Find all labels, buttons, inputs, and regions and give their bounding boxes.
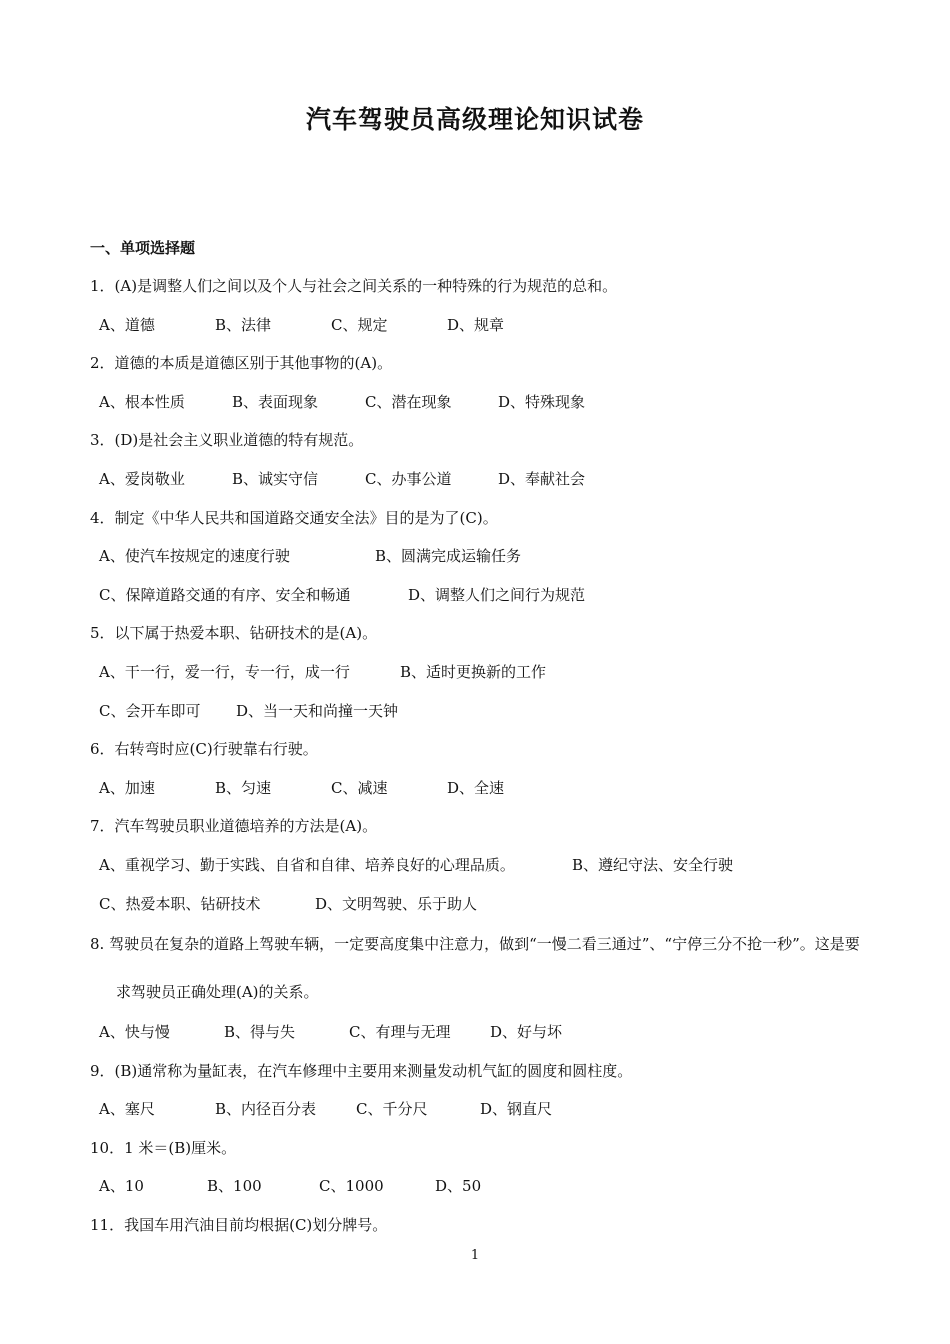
question-6: 6．右转弯时应(C)行驶靠右行驶。 [90, 740, 318, 759]
option-b: B、法律 [215, 315, 272, 334]
option-d: D、全速 [447, 778, 505, 797]
option-c: C、保障道路交通的有序、安全和畅通 [99, 585, 351, 604]
option-a: A、重视学习、勤于实践、自省和自律、培养良好的心理品质。 [99, 855, 515, 874]
options-row [90, 892, 870, 916]
option-b: B、适时更换新的工作 [400, 662, 547, 681]
options-row [90, 390, 870, 414]
options-row [90, 1097, 870, 1121]
question-3: 3．(D)是社会主义职业道德的特有规范。 [90, 431, 364, 450]
options-row [90, 1174, 870, 1198]
option-d: D、规章 [447, 315, 505, 334]
option-a: A、道德 [99, 315, 155, 334]
option-d: D、好与坏 [490, 1023, 563, 1042]
option-c: C、潜在现象 [365, 392, 452, 411]
page-title: 汽车驾驶员高级理论知识试卷 [305, 105, 644, 134]
option-b: B、圆满完成运输任务 [375, 547, 522, 566]
option-a: A、塞尺 [99, 1100, 155, 1119]
question-list [90, 236, 870, 1252]
option-a: A、干一行，爱一行，专一行，成一行 [99, 662, 350, 681]
question-5: 5．以下属于热爱本职、钻研技术的是(A)。 [90, 624, 378, 643]
options-row [90, 467, 870, 491]
option-a: A、爱岗敬业 [99, 469, 185, 488]
question-1: 1．(A)是调整人们之间以及个人与社会之间关系的一种特殊的行为规范的总和。 [90, 277, 618, 295]
option-b: B、遵纪守法、安全行驶 [572, 855, 734, 874]
options-row [90, 313, 870, 337]
option-a: A、快与慢 [99, 1023, 170, 1042]
option-b: B、内径百分表 [215, 1100, 317, 1119]
option-a: A、加速 [99, 778, 155, 797]
question-11: 11．我国车用汽油目前均根据(C)划分牌号。 [90, 1216, 388, 1235]
question-2: 2．道德的本质是道德区别于其他事物的(A)。 [90, 354, 393, 373]
option-c: C、1000 [319, 1177, 384, 1196]
options-row [90, 660, 870, 684]
option-a: A、使汽车按规定的速度行驶 [99, 547, 290, 566]
option-d: D、文明驾驶、乐于助人 [315, 894, 478, 913]
option-b: B、表面现象 [232, 392, 319, 411]
option-b: B、得与失 [224, 1023, 296, 1042]
option-c: C、有理与无理 [349, 1023, 451, 1042]
question-7: 7．汽车驾驶员职业道德培养的方法是(A)。 [90, 817, 378, 836]
option-a: A、根本性质 [99, 392, 185, 411]
options-row [90, 699, 870, 723]
option-d: D、奉献社会 [498, 469, 586, 488]
options-row [90, 776, 870, 800]
option-d: D、钢直尺 [480, 1100, 553, 1119]
option-b: B、100 [207, 1177, 262, 1196]
option-c: C、会开车即可 [99, 701, 201, 720]
option-c: C、办事公道 [365, 469, 452, 488]
options-row [90, 853, 870, 877]
page-number: 1 [470, 1248, 480, 1263]
option-d: D、当一天和尚撞一天钟 [236, 701, 399, 720]
options-row [90, 583, 870, 607]
option-d: D、50 [435, 1177, 482, 1196]
option-c: C、千分尺 [356, 1100, 428, 1119]
option-b: B、匀速 [215, 778, 272, 797]
option-c: C、规定 [331, 315, 388, 334]
question-10: 10．1 米＝(B)厘米。 [90, 1138, 237, 1157]
option-d: D、调整人们之间行为规范 [408, 585, 586, 604]
question-8: 8. 驾驶员在复杂的道路上驾驶车辆，一定要高度集中注意力，做到“一慢二看三通过”、“宁停三分不抢一秒”。这是要求驾驶员正确处理(A)的关系。 [90, 935, 860, 1002]
question-4: 4．制定《中华人民共和国道路交通安全法》目的是为了(C)。 [90, 508, 498, 527]
options-row [90, 544, 870, 568]
question-9: 9．(B)通常称为量缸表，在汽车修理中主要用来测量发动机气缸的圆度和圆柱度。 [90, 1061, 633, 1080]
option-a: A、10 [99, 1177, 144, 1196]
section-title: 一、单项选择题 [90, 239, 196, 257]
option-b: B、诚实守信 [232, 469, 319, 488]
option-c: C、热爱本职、钻研技术 [99, 894, 261, 913]
option-c: C、减速 [331, 778, 388, 797]
option-d: D、特殊现象 [498, 392, 586, 411]
options-row [90, 1020, 870, 1044]
